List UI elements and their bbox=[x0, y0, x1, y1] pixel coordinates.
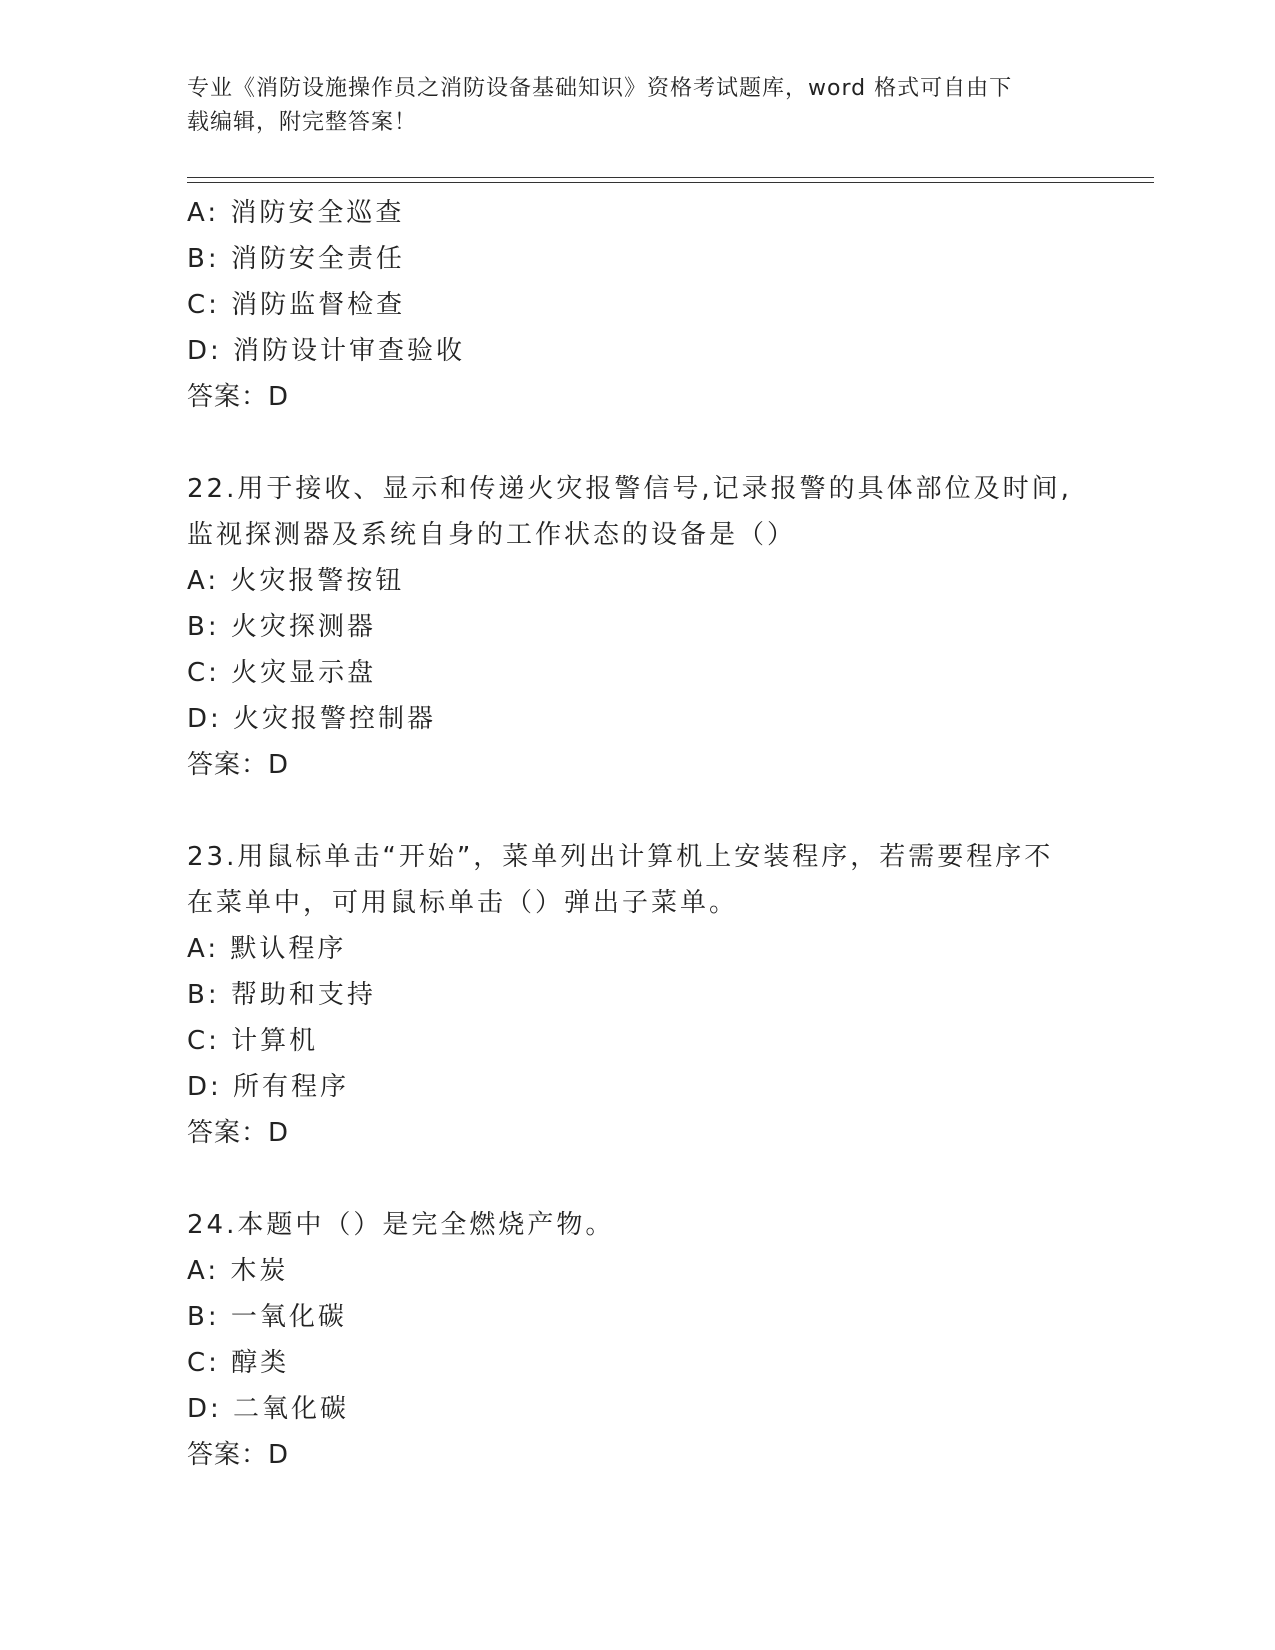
question-list bbox=[187, 190, 1087, 1478]
answer-line: 答案：D bbox=[187, 382, 290, 412]
option-d: D: 消防设计审查验收 bbox=[187, 336, 466, 366]
option-d: D: 所有程序 bbox=[187, 1072, 350, 1102]
document-header bbox=[187, 72, 1067, 140]
option-b: B: 火灾探测器 bbox=[187, 612, 376, 642]
question-24 bbox=[187, 1202, 1087, 1478]
question-22 bbox=[187, 466, 1087, 788]
spacer bbox=[187, 788, 1087, 834]
header-line-2: 载编辑，附完整答案！ bbox=[187, 110, 418, 135]
option-b: B: 一氧化碳 bbox=[187, 1302, 347, 1332]
option-c: C: 火灾显示盘 bbox=[187, 658, 377, 688]
answer-line: 答案：D bbox=[187, 1440, 290, 1470]
option-a: A: 木炭 bbox=[187, 1256, 289, 1286]
option-b: B: 帮助和支持 bbox=[187, 980, 376, 1010]
answer-line: 答案：D bbox=[187, 750, 290, 780]
option-b: B: 消防安全责任 bbox=[187, 244, 405, 274]
option-a: A: 火灾报警按钮 bbox=[187, 566, 405, 596]
option-c: C: 消防监督检查 bbox=[187, 290, 406, 320]
header-divider-bottom bbox=[187, 182, 1154, 183]
option-a: A: 默认程序 bbox=[187, 934, 347, 964]
option-d: D: 二氧化碳 bbox=[187, 1394, 350, 1424]
question-21-continued bbox=[187, 190, 1087, 420]
question-stem-line: 24.本题中（）是完全燃烧产物。 bbox=[187, 1210, 615, 1240]
question-stem-line: 在菜单中，可用鼠标单击（）弹出子菜单。 bbox=[187, 888, 739, 918]
header-divider-top bbox=[187, 177, 1154, 178]
question-stem-line: 监视探测器及系统自身的工作状态的设备是（） bbox=[187, 520, 797, 550]
option-d: D: 火灾报警控制器 bbox=[187, 704, 437, 734]
question-23 bbox=[187, 834, 1087, 1156]
spacer bbox=[187, 1156, 1087, 1202]
option-c: C: 醇类 bbox=[187, 1348, 290, 1378]
answer-line: 答案：D bbox=[187, 1118, 290, 1148]
option-a: A: 消防安全巡查 bbox=[187, 198, 405, 228]
question-stem-line: 22.用于接收、显示和传递火灾报警信号,记录报警的具体部位及时间, bbox=[187, 474, 1072, 504]
header-line-1: 专业《消防设施操作员之消防设备基础知识》资格考试题库，word 格式可自由下 bbox=[187, 76, 1013, 101]
option-c: C: 计算机 bbox=[187, 1026, 319, 1056]
spacer bbox=[187, 420, 1087, 466]
question-stem-line: 23.用鼠标单击“开始”，菜单列出计算机上安装程序，若需要程序不 bbox=[187, 842, 1054, 872]
